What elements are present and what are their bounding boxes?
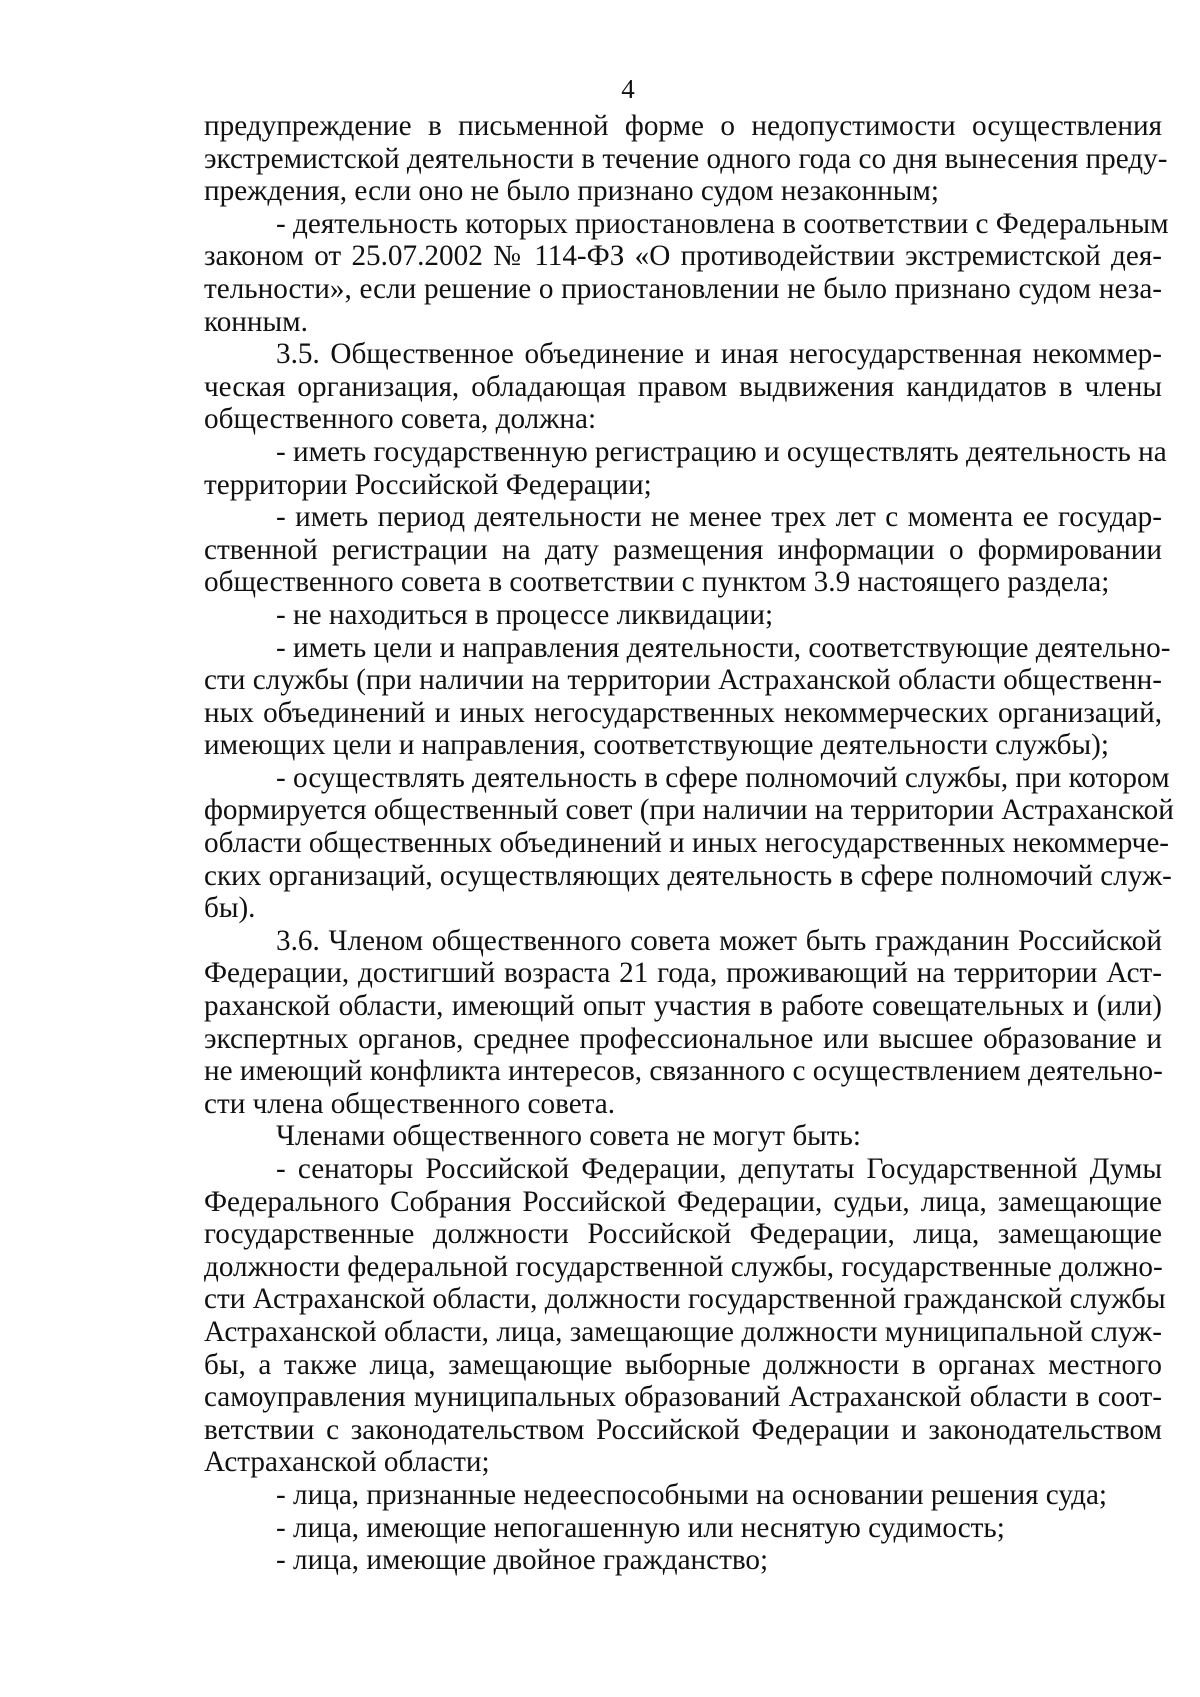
text-line: преждения, если оно не было признано судом незаконным;: [204, 175, 939, 208]
text-line: общественного совета в соответствии с пунктом 3.9 настоящего раздела;: [204, 566, 1110, 599]
text-line: Федерального Собрания Российской Федерации, судьи, лица, замещающие: [204, 1185, 1162, 1218]
text-line: конным.: [204, 305, 308, 338]
text-line: раханской области, имеющий опыт участия в работе совещательных и (или): [204, 990, 1162, 1023]
document-body: [204, 110, 1174, 1577]
text-line: сти Астраханской области, должности государственной гражданской службы: [204, 1283, 1166, 1316]
text-line: - лица, имеющие двойное гражданство;: [276, 1544, 769, 1577]
text-line: ческая организация, обладающая правом выдвижения кандидатов в члены: [204, 370, 1162, 403]
text-line: Астраханской области;: [204, 1446, 490, 1479]
text-line: 3.6. Членом общественного совета может быть гражданин Российской: [276, 924, 1162, 957]
text-line: территории Российской Федерации;: [204, 468, 652, 501]
text-line: должности федеральной государственной службы, государственные должно-: [204, 1250, 1163, 1283]
text-line: - иметь период деятельности не менее трех лет с момента ее государ-: [276, 501, 1162, 534]
page-number: 4: [621, 74, 635, 104]
text-line: бы).: [204, 892, 256, 925]
text-line: экстремистской деятельности в течение одного года со дня вынесения преду-: [204, 142, 1168, 175]
text-line: ных объединений и иных негосударственных некоммерческих организаций,: [204, 696, 1162, 729]
text-line: - сенаторы Российской Федерации, депутаты Государственной Думы: [276, 1153, 1162, 1185]
text-line: Астраханской области, лица, замещающие должности муниципальной служ-: [204, 1315, 1162, 1348]
text-line: ских организаций, осуществляющих деятельность в сфере полномочий служ-: [204, 859, 1172, 892]
text-line: Федерации, достигший возраста 21 года, проживающий на территории Аст-: [204, 957, 1162, 990]
text-line: не имеющий конфликта интересов, связанного с осуществлением деятельно-: [204, 1055, 1163, 1088]
text-line: области общественных объединений и иных негосударственных некоммерче-: [204, 827, 1170, 860]
text-line: предупреждение в письменной форме о недопустимости осуществления: [204, 110, 1162, 142]
text-line: Членами общественного совета не могут быть:: [276, 1120, 861, 1153]
text-line: бы, а также лица, замещающие выборные должности в органах местного: [204, 1348, 1162, 1381]
text-line: имеющих цели и направления, соответствующие деятельности службы);: [204, 729, 1109, 762]
text-line: государственные должности Российской Федерации, лица, замещающие: [204, 1218, 1162, 1251]
text-line: ветствии с законодательством Российской Федерации и законодательством: [204, 1413, 1162, 1446]
text-line: экспертных органов, среднее профессиональное или высшее образование и: [204, 1022, 1162, 1055]
text-line: общественного совета, должна:: [204, 403, 597, 436]
text-line: - лица, имеющие непогашенную или неснятую судимость;: [276, 1511, 1005, 1544]
text-line: 3.5. Общественное объединение и иная негосударственная некоммер-: [276, 338, 1162, 371]
text-line: сти члена общественного совета.: [204, 1087, 616, 1120]
text-line: - осуществлять деятельность в сфере полномочий службы, при котором: [276, 761, 1170, 794]
text-line: - иметь государственную регистрацию и осуществлять деятельность на: [276, 435, 1167, 468]
text-line: - деятельность которых приостановлена в соответствии с Федеральным: [276, 207, 1169, 240]
text-line: тельности», если решение о приостановлении не было признано судом неза-: [204, 272, 1162, 305]
text-line: ственной регистрации на дату размещения информации о формировании: [204, 533, 1162, 566]
text-line: - лица, признанные недееспособными на основании решения суда;: [276, 1478, 1108, 1511]
text-line: законом от 25.07.2002 № 114-ФЗ «О противодействии экстремистской дея-: [204, 240, 1162, 273]
text-line: - не находиться в процессе ликвидации;: [276, 598, 774, 631]
text-line: самоуправления муниципальных образований Астраханской области в соот-: [204, 1381, 1162, 1414]
text-line: - иметь цели и направления деятельности, соответствующие деятельно-: [276, 631, 1171, 664]
text-line: формируется общественный совет (при наличии на территории Астраханской: [204, 794, 1174, 827]
text-line: сти службы (при наличии на территории Астраханской области общественн-: [204, 664, 1162, 697]
